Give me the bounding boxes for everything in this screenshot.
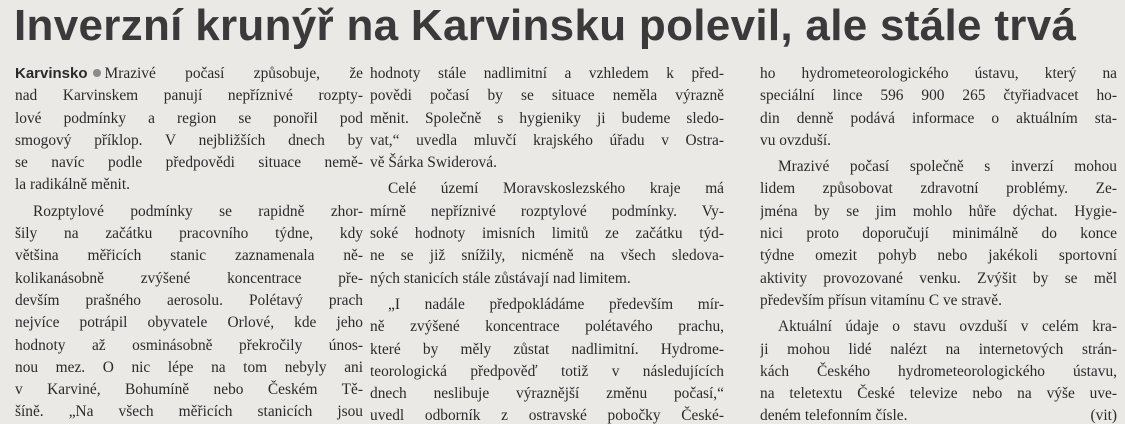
article-text-line: dnech neslibuje výraznější změnu počasí,“ xyxy=(370,385,724,403)
article-text-line: mírně nepříznivé rozptylové podmínky. Vy- xyxy=(370,202,724,220)
article-text-line: se navíc podle předpovědi situace nemě- xyxy=(15,154,363,172)
article-text-line: teorologická předpověď totiž v následujících xyxy=(370,362,724,380)
article-text-line: většina měřicích stanic zaznamenala ně- xyxy=(15,247,363,265)
article-text-line: „I nadále předpokládáme především mír- xyxy=(388,295,724,313)
article-text-line: uvedl odborník z ostravské pobočky České- xyxy=(370,407,724,424)
article-text-line: vat,“ uvedla mluvčí krajského úřadu v Ostra- xyxy=(370,131,724,149)
article-text-line: kolikanásobně zvýšené koncentrace pře- xyxy=(15,269,363,287)
article-text-line: ho hydrometeorologického ústavu, který na xyxy=(760,65,1117,82)
article-text-line: ně zvýšené koncentrace polétavého prachu, xyxy=(370,318,724,336)
article-text-line: na teletextu České televize nebo na výše uve- xyxy=(760,385,1117,403)
article-first-line xyxy=(15,63,363,85)
article-text-line: kách Českého hydrometeorologického ústavu, xyxy=(760,362,1117,380)
article-text-line: především přísun vitamínu C ve stravě. xyxy=(760,291,1002,309)
dateline: Karvinsko xyxy=(15,65,88,82)
article-text-line: lidem způsobovat zdravotní problémy. Ze- xyxy=(760,180,1117,198)
article-text-line: ne se již snížily, nicméně na všech sledova- xyxy=(370,247,724,265)
article-text-line: deném telefonním čísle. xyxy=(760,407,908,424)
article-text-line: měnit. Společně s hygieniky ji budeme sledo- xyxy=(370,109,724,127)
article-text-line: Celé území Moravskoslezského kraje má xyxy=(388,180,724,198)
article-text-line: Aktuální údaje o stavu ovzduší v celém kra- xyxy=(778,318,1117,336)
article-text-line: nejvíce potrápil obyvatele Orlové, kde jeho xyxy=(15,314,363,332)
article-final-line xyxy=(760,405,1117,424)
article-text-line: nou mez. O nic lépe na tom nebyly ani xyxy=(15,358,363,376)
article-column-2 xyxy=(370,63,724,424)
article-text-line: Mrazivé počasí způsobuje, že xyxy=(104,65,363,82)
article-text-line: ji mohou lidé nalézt na internetových strán- xyxy=(760,340,1117,358)
article-text-line: lové podmínky a region se ponořil pod xyxy=(15,109,363,127)
article-text-line: smogový příklop. V nejbližších dnech by xyxy=(15,131,363,149)
article-text-line: šíně. „Na všech měřicích stanicích jsou xyxy=(15,403,363,421)
article-text-line: vě Šárka Swiderová. xyxy=(370,154,497,172)
author-signoff: (vit) xyxy=(1090,407,1117,424)
article-text-line: aktivity provozované venku. Zvýšit by se měl xyxy=(760,269,1117,287)
article-text-line: Mrazivé počasí společně s inverzí mohou xyxy=(778,158,1117,176)
bullet-icon xyxy=(93,69,101,77)
article-text-line: které by měly zůstat nadlimitní. Hydrome- xyxy=(370,340,724,358)
article-text-line: nad Karvinskem panují nepříznivé rozpty- xyxy=(15,87,363,105)
article-text-line: vu ovzduší. xyxy=(760,131,831,149)
article-text-line: speciální lince 596 900 265 čtyřiadvacet ho- xyxy=(760,87,1117,105)
article-text-line: týdne omezit pohyb nebo jakékoli sportovní xyxy=(760,247,1117,265)
article-column-3 xyxy=(760,63,1117,424)
article-text-line: v Karviné, Bohumíně nebo Českém Tě- xyxy=(15,381,363,399)
article-text-line: din denně podává informace o aktuálním sta- xyxy=(760,109,1117,127)
article-text-line: soké hodnoty imisních limitů ze začátku týd- xyxy=(370,225,724,243)
article-headline: Inverzní krunýř na Karvinsku polevil, ale stále trvá xyxy=(14,1,1077,50)
article-text-line: la radikálně měnit. xyxy=(15,176,130,194)
article-text-line: Rozptylové podmínky se rapidně zhor- xyxy=(33,202,363,220)
article-text-line: ných stanicích stále zůstávají nad limitem. xyxy=(370,269,631,287)
article-column-1 xyxy=(15,63,363,424)
article-text-line: povědi počasí by se situace neměla výrazně xyxy=(370,87,724,105)
article-text-line: devším prašného aerosolu. Polétavý prach xyxy=(15,291,363,309)
article-text-line: jména by se jim mohlo hůře dýchat. Hygie- xyxy=(760,202,1117,220)
article-text-line: nici proto doporučují minimálně do konce xyxy=(760,225,1117,243)
article-text-line: hodnoty až osminásobně překročily únos- xyxy=(15,336,363,354)
article-text-line: hodnoty stále nadlimitní a vzhledem k před- xyxy=(370,65,724,82)
article-text-line: šily na začátku pracovního týdne, kdy xyxy=(15,225,363,243)
